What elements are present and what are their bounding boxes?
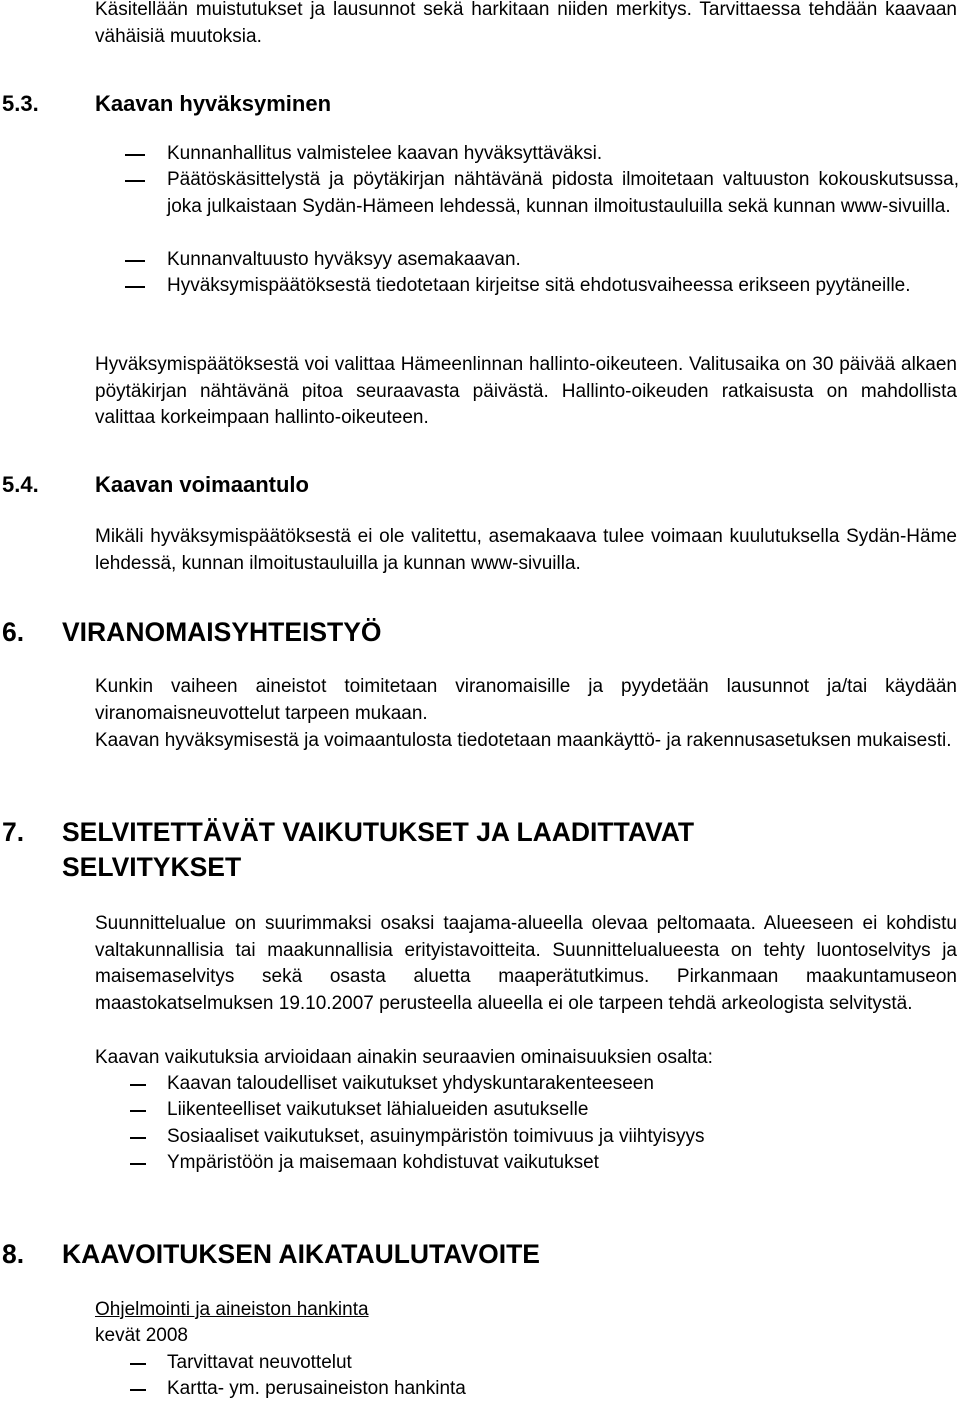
section-7-list-intro: Kaavan vaikutuksia arvioidaan ainakin seuraavien ominaisuuksien osalta: [95, 1047, 713, 1068]
section-6-title: VIRANOMAISYHTEISTYÖ [62, 617, 382, 647]
section-5-4-number: 5.4. [2, 472, 39, 497]
bullet-dash [130, 1389, 146, 1391]
section-7-paragraph: Suunnittelualue on suurimmaksi osaksi taajama-alueella olevaa peltomaata. Alueeseen ei kohdistu valtakunnallisia tai maakunnallisia erityistavoitteita. Suunnittelualueesta on tehty luontoselvitys ja maisemaselvitys sekä osasta aluetta maaperätutkimus. Pirkanmaan maakuntamuseon maastokatselmuksen 19.10.2007 perusteella alueella ei ole tarpeen tehdä arkeologista selvitystä. [95, 913, 957, 1014]
list-item: Kunnanhallitus valmistelee kaavan hyväksyttäväksi. [167, 143, 603, 164]
list-item: Päätöskäsittelystä ja pöytäkirjan nähtävänä pidosta ilmoitetaan valtuuston kokouskutsussa, joka julkaistaan Sydän-Hämeen lehdessä, kunnan ilmoitustauluilla sekä kunnan www-sivuilla. [167, 169, 959, 217]
section-8-period: kevät 2008 [95, 1325, 188, 1346]
bullet-dash [125, 180, 145, 182]
bullet-dash [130, 1163, 146, 1165]
section-8-number: 8. [2, 1239, 25, 1269]
section-5-4-title: Kaavan voimaantulo [95, 472, 309, 497]
section-5-3-paragraph: Hyväksymispäätöksestä voi valittaa Hämeenlinnan hallinto-oikeuteen. Valitusaika on 30 päivää alkaen pöytäkirjan nähtävänä pitoa seuraavasta päivästä. Hallinto-oikeuden ratkaisusta on mahdollista valittaa korkeimpaan hallinto-oikeuteen. [95, 354, 957, 428]
section-8-subheading: Ohjelmointi ja aineiston hankinta [95, 1299, 369, 1320]
section-6-number: 6. [2, 617, 25, 647]
section-8-title: KAAVOITUKSEN AIKATAULUTAVOITE [62, 1239, 540, 1269]
bullet-dash [125, 260, 145, 262]
list-item: Kunnanvaltuusto hyväksyy asemakaavan. [167, 249, 521, 270]
bullet-dash [130, 1137, 146, 1139]
list-item: Kaavan taloudelliset vaikutukset yhdyskuntarakenteeseen [167, 1073, 654, 1094]
section-5-4-paragraph: Mikäli hyväksymispäätöksestä ei ole valitettu, asemakaava tulee voimaan kuulutuksella Sydän-Häme lehdessä, kunnan ilmoitustauluilla ja kunnan www-sivuilla. [95, 526, 957, 574]
bullet-dash [125, 286, 145, 288]
list-item: Ympäristöön ja maisemaan kohdistuvat vaikutukset [167, 1152, 599, 1173]
intro-paragraph: Käsitellään muistutukset ja lausunnot sekä harkitaan niiden merkitys. Tarvittaessa tehdään kaavaan vähäisiä muutoksia. [95, 0, 957, 47]
section-6-paragraph-1: Kunkin vaiheen aineistot toimitetaan viranomaisille ja pyydetään lausunnot ja/tai käydään viranomaisneuvottelut tarpeen mukaan. [95, 676, 957, 724]
section-5-3-number: 5.3. [2, 91, 39, 116]
section-6-paragraph-2: Kaavan hyväksymisestä ja voimaantulosta tiedotetaan maankäyttö- ja rakennusasetuksen mukaisesti. [95, 730, 952, 751]
bullet-dash [130, 1110, 146, 1112]
list-item: Hyväksymispäätöksestä tiedotetaan kirjeitse sitä ehdotusvaiheessa erikseen pyytäneille. [167, 275, 911, 296]
section-5-3-title: Kaavan hyväksyminen [95, 91, 332, 116]
bullet-dash [130, 1084, 146, 1086]
section-7-number: 7. [2, 817, 25, 847]
bullet-dash [130, 1363, 146, 1365]
list-item: Sosiaaliset vaikutukset, asuinympäristön toimivuus ja viihtyisyys [167, 1126, 705, 1147]
section-7-title: SELVITETTÄVÄT VAIKUTUKSET JA LAADITTAVAT SELVITYKSET [62, 817, 695, 882]
list-item: Kartta- ym. perusaineiston hankinta [167, 1378, 466, 1399]
list-item: Liikenteelliset vaikutukset lähialueiden asutukselle [167, 1099, 589, 1120]
list-item: Tarvittavat neuvottelut [167, 1352, 352, 1373]
bullet-dash [125, 154, 145, 156]
